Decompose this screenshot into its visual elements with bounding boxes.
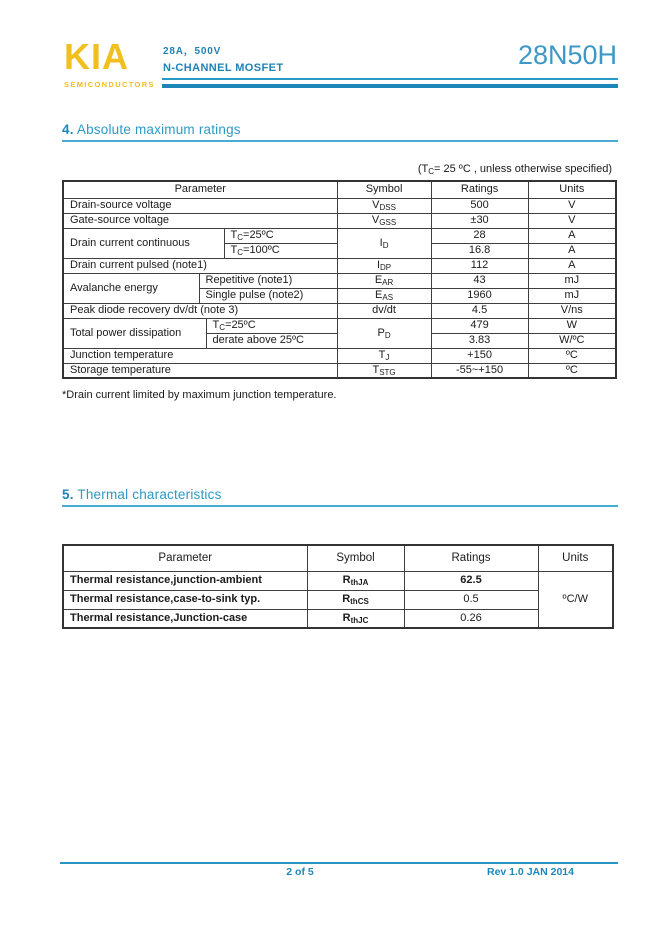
table-cell: Storage temperature (63, 363, 337, 378)
table-cell: Avalanche energy (63, 273, 199, 303)
table-row (63, 198, 616, 213)
column-header: Ratings (404, 545, 538, 571)
table-cell: V/ns (528, 303, 616, 318)
part-number: 28N50H (517, 40, 617, 70)
kia-logo (64, 36, 155, 89)
table-cell: Gate-source voltage (63, 213, 337, 228)
table-cell: Total power dissipation (63, 318, 206, 348)
section-4-title (62, 122, 241, 137)
table-cell: $T_C=100ºC$ (224, 243, 337, 258)
table-row (63, 348, 616, 363)
table-row (63, 258, 616, 273)
kia-logo-text: KIA (64, 36, 129, 77)
kia-logo-subtext: SEMICONDUCTORS (64, 80, 155, 89)
revision-label: Rev 1.0 JAN 2014 (487, 866, 574, 878)
table-cell: W/ºC (528, 333, 616, 348)
table-cell: W (528, 318, 616, 333)
table-cell: Drain-source voltage (63, 198, 337, 213)
table-cell: $V_{GSS}$ (337, 213, 431, 228)
table-row (63, 363, 616, 378)
column-header: Symbol (307, 545, 404, 571)
absolute-maximum-ratings-table (62, 180, 617, 379)
column-header: Parameter (63, 181, 337, 198)
table-cell: ºC (528, 363, 616, 378)
table-row (63, 303, 616, 318)
table-cell: V (528, 213, 616, 228)
table-cell: $E_{AS}$ (337, 288, 431, 303)
table-cell: $T_C=25ºC$ (224, 228, 337, 243)
table-cell: 1960 (431, 288, 528, 303)
table-cell: 3.83 (431, 333, 528, 348)
table-cell: ºC/W (538, 571, 613, 628)
table-cell: $R_{thJC}$ (307, 609, 404, 628)
table-row (63, 609, 613, 628)
section-4-number: 4. (62, 122, 74, 137)
table-cell: mJ (528, 273, 616, 288)
table-footnote: *Drain current limited by maximum junction temperature. (62, 389, 337, 401)
section-5-underline (62, 505, 618, 507)
table-cell: ±30 (431, 213, 528, 228)
thermal-characteristics-table (62, 544, 614, 629)
table-row (63, 228, 616, 243)
table-cell: A (528, 258, 616, 273)
footer-rule (60, 862, 618, 864)
column-header: Ratings (431, 181, 528, 198)
table-cell: Drain current pulsed (note1) (63, 258, 337, 273)
table-cell: V (528, 198, 616, 213)
table-cell: $R_{thJA}$ (307, 571, 404, 590)
table-cell: $T_J$ (337, 348, 431, 363)
table-cell: 16.8 (431, 243, 528, 258)
section-5-title-text: Thermal characteristics (77, 487, 222, 502)
table-cell: Single pulse (note2) (199, 288, 337, 303)
table-cell: Junction temperature (63, 348, 337, 363)
table-cell: Thermal resistance,Junction-case (63, 609, 307, 628)
table-cell: A (528, 228, 616, 243)
table-cell: $T_C=25ºC$ (206, 318, 337, 333)
table-cell: 4.5 (431, 303, 528, 318)
table-cell: 28 (431, 228, 528, 243)
table-cell: $I_{DP}$ (337, 258, 431, 273)
table-cell: $R_{thCS}$ (307, 590, 404, 609)
table-row (63, 571, 613, 590)
table-row (63, 590, 613, 609)
column-header: Units (528, 181, 616, 198)
table-cell: Repetitive (note1) (199, 273, 337, 288)
table-cell: Thermal resistance,case-to-sink typ. (63, 590, 307, 609)
device-summary (163, 42, 283, 74)
device-type-line: N-CHANNEL MOSFET (163, 62, 284, 74)
section-5-title (62, 487, 222, 502)
table-cell: ºC (528, 348, 616, 363)
table-cell: Drain current continuous (63, 228, 224, 258)
condition-note: ($T_C= 25$ ºC , unless otherwise specified) (417, 163, 612, 176)
table-cell: Thermal resistance,junction-ambient (63, 571, 307, 590)
section-4-title-text: Absolute maximum ratings (76, 122, 241, 137)
table-cell: 62.5 (404, 571, 538, 590)
table-cell: -55~+150 (431, 363, 528, 378)
table-cell: derate above 25ºC (206, 333, 337, 348)
table-header-row (63, 181, 616, 198)
column-header: Units (538, 545, 613, 571)
device-ratings-line: 28A，500V (163, 46, 222, 57)
table-header-row (63, 545, 613, 571)
table-cell: $P_D$ (337, 318, 431, 348)
table-cell: 112 (431, 258, 528, 273)
column-header: Symbol (337, 181, 431, 198)
column-header: Parameter (63, 545, 307, 571)
table-row (63, 213, 616, 228)
header-rule-thick (162, 84, 618, 88)
table-cell: A (528, 243, 616, 258)
table-cell: 500 (431, 198, 528, 213)
table-row (63, 273, 616, 288)
table-cell: 43 (431, 273, 528, 288)
table-cell: $E_{AR}$ (337, 273, 431, 288)
table-cell: mJ (528, 288, 616, 303)
table-cell: 479 (431, 318, 528, 333)
table-cell: $V_{DSS}$ (337, 198, 431, 213)
table-cell: Peak diode recovery dv/dt (note 3) (63, 303, 337, 318)
table-cell: 0.5 (404, 590, 538, 609)
table-cell: dv/dt (337, 303, 431, 318)
table-cell: 0.26 (404, 609, 538, 628)
table-cell: $I_D$ (337, 228, 431, 258)
section-5-number: 5. (62, 487, 74, 502)
table-cell: $T_{STG}$ (337, 363, 431, 378)
header-rule-thin (162, 78, 618, 80)
section-4-underline (62, 140, 618, 142)
table-row (63, 318, 616, 333)
table-cell: +150 (431, 348, 528, 363)
page-number: 2 of 5 (286, 866, 314, 878)
